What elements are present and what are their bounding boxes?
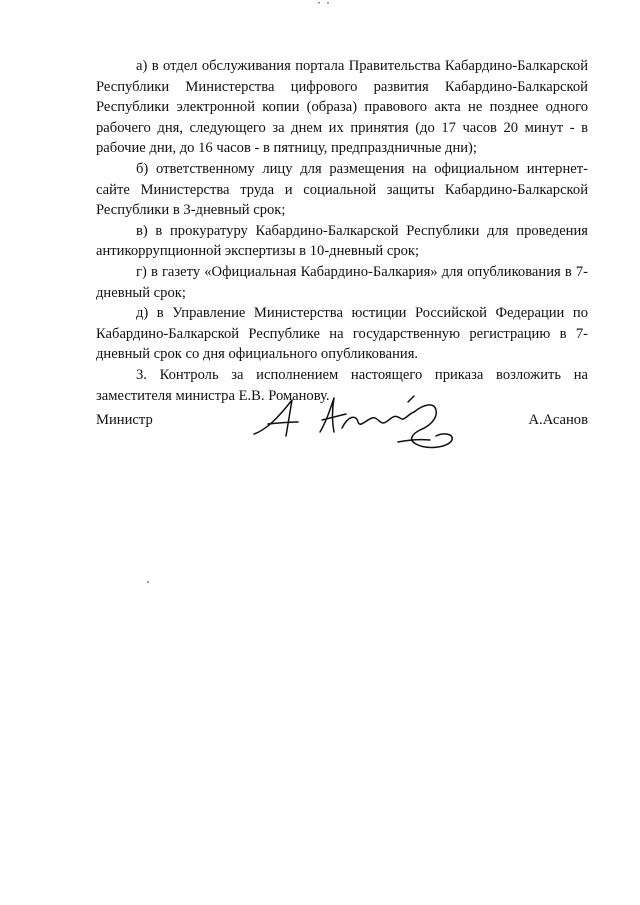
signatory-name: А.Асанов	[528, 412, 588, 428]
signatory-position: Министр	[96, 412, 153, 428]
paragraph-control: 3. Контроль за исполнением настоящего приказа возложить на заместителя министра Е.В. Романову.	[96, 366, 588, 404]
paragraph-v: в) в прокуратуру Кабардино-Балкарской Республики для проведения антикоррупционной экспертизы в 10-дневный срок;	[96, 222, 588, 260]
handwritten-signature-icon	[248, 392, 458, 460]
paragraph-g: г) в газету «Официальная Кабардино-Балкария» для опубликования в 7-дневный срок;	[96, 263, 588, 301]
signature-block	[96, 392, 588, 462]
document-body	[96, 56, 588, 406]
scan-artifact-icon	[318, 0, 332, 6]
paragraph-b: б) ответственному лицу для размещения на официальном интернет-сайте Министерства труда и социальной защиты Кабардино-Балкарской Республики в 3-дневный срок;	[96, 160, 588, 219]
paragraph-d: д) в Управление Министерства юстиции Российской Федерации по Кабардино-Балкарской Республике на государственную регистрацию в 7-дневный срок со дня официального опубликования.	[96, 305, 588, 363]
paragraph-a: а) в отдел обслуживания портала Правительства Кабардино-Балкарской Республики Министерства цифрового развития Кабардино-Балкарской Республики электронной копии (образа) правового акта не позднее одного рабочего дня, следующего за днем их принятия (до 17 часов 20 минут - в рабочие дни, до 16 часов - в пятницу, предпраздничные дни);	[96, 58, 588, 157]
scan-speck-icon	[147, 581, 149, 583]
